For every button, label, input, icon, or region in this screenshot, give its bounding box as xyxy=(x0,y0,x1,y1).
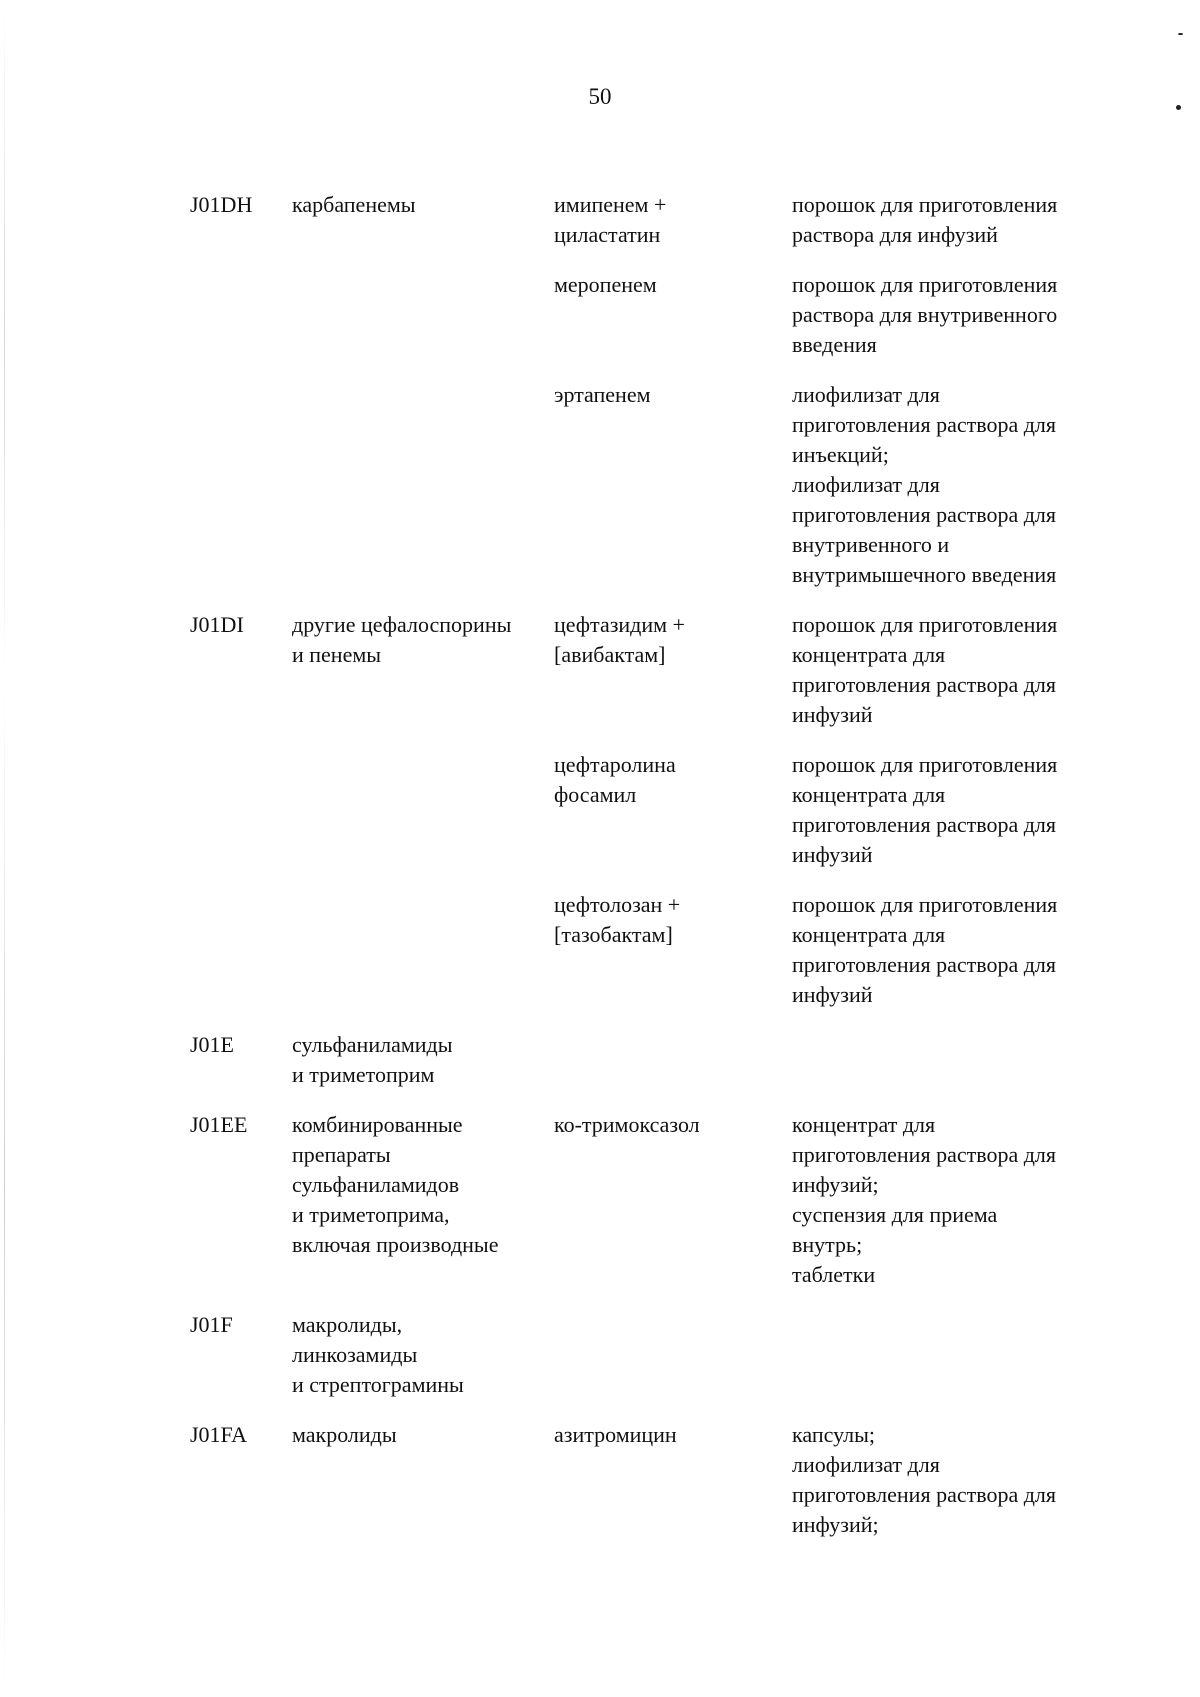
drug-name: ко-тримоксазол xyxy=(554,1112,700,1137)
scan-speck xyxy=(1178,33,1183,35)
dosage-form: порошок для приготовления концентрата для приготовления раствора для инфузий xyxy=(792,892,1058,1007)
drug-name: эртапенем xyxy=(554,382,651,407)
table-row xyxy=(0,1030,1200,1090)
table-row xyxy=(0,1110,1200,1290)
dosage-form: порошок для приготовления раствора для инфузий xyxy=(792,192,1058,247)
dosage-form: порошок для приготовления концентрата для приготовления раствора для инфузий xyxy=(792,612,1058,727)
atc-code: J01DH xyxy=(190,192,253,217)
table-row xyxy=(0,1420,1200,1540)
page-number: 50 xyxy=(588,84,612,109)
atc-group-name: комбинированные препараты сульфаниламидов и триметоприма, включая производные xyxy=(292,1112,499,1257)
table-row xyxy=(0,610,1200,1010)
table-row xyxy=(0,190,1200,590)
drug-table xyxy=(0,190,1200,1560)
drug-name: цефтаролина фосамил xyxy=(554,752,676,807)
dosage-form: порошок для приготовления концентрата для приготовления раствора для инфузий xyxy=(792,752,1058,867)
atc-group-name: макролиды, линкозамиды и стрептограмины xyxy=(292,1312,464,1397)
atc-code: J01F xyxy=(190,1312,233,1337)
drug-name: цефтазидим + [авибактам] xyxy=(554,612,685,667)
table-row xyxy=(0,1310,1200,1400)
atc-group-name: макролиды xyxy=(292,1422,397,1447)
dosage-form: концентрат для приготовления раствора для инфузий; суспензия для приема внутрь; таблетки xyxy=(792,1112,1056,1287)
atc-group-name: другие цефалоспорины и пенемы xyxy=(292,612,512,667)
atc-group-name: сульфаниламиды и триметоприм xyxy=(292,1032,453,1087)
atc-group-name: карбапенемы xyxy=(292,192,416,217)
dosage-form: порошок для приготовления раствора для внутривенного введения xyxy=(792,272,1058,357)
drug-name: имипенем + циластатин xyxy=(554,192,667,247)
drug-name: цефтолозан + [тазобактам] xyxy=(554,892,681,947)
atc-code: J01E xyxy=(190,1032,234,1057)
drug-name: меропенем xyxy=(554,272,657,297)
atc-code: J01FA xyxy=(190,1422,248,1447)
dosage-form: лиофилизат для приготовления раствора для инъекций; лиофилизат для приготовления раствора для внутривенного и внутримышечного введения xyxy=(792,382,1057,587)
dosage-form: капсулы; лиофилизат для приготовления раствора для инфузий; xyxy=(792,1422,1056,1537)
drug-name: азитромицин xyxy=(554,1422,677,1447)
atc-code: J01EE xyxy=(190,1112,248,1137)
atc-code: J01DI xyxy=(190,612,244,637)
